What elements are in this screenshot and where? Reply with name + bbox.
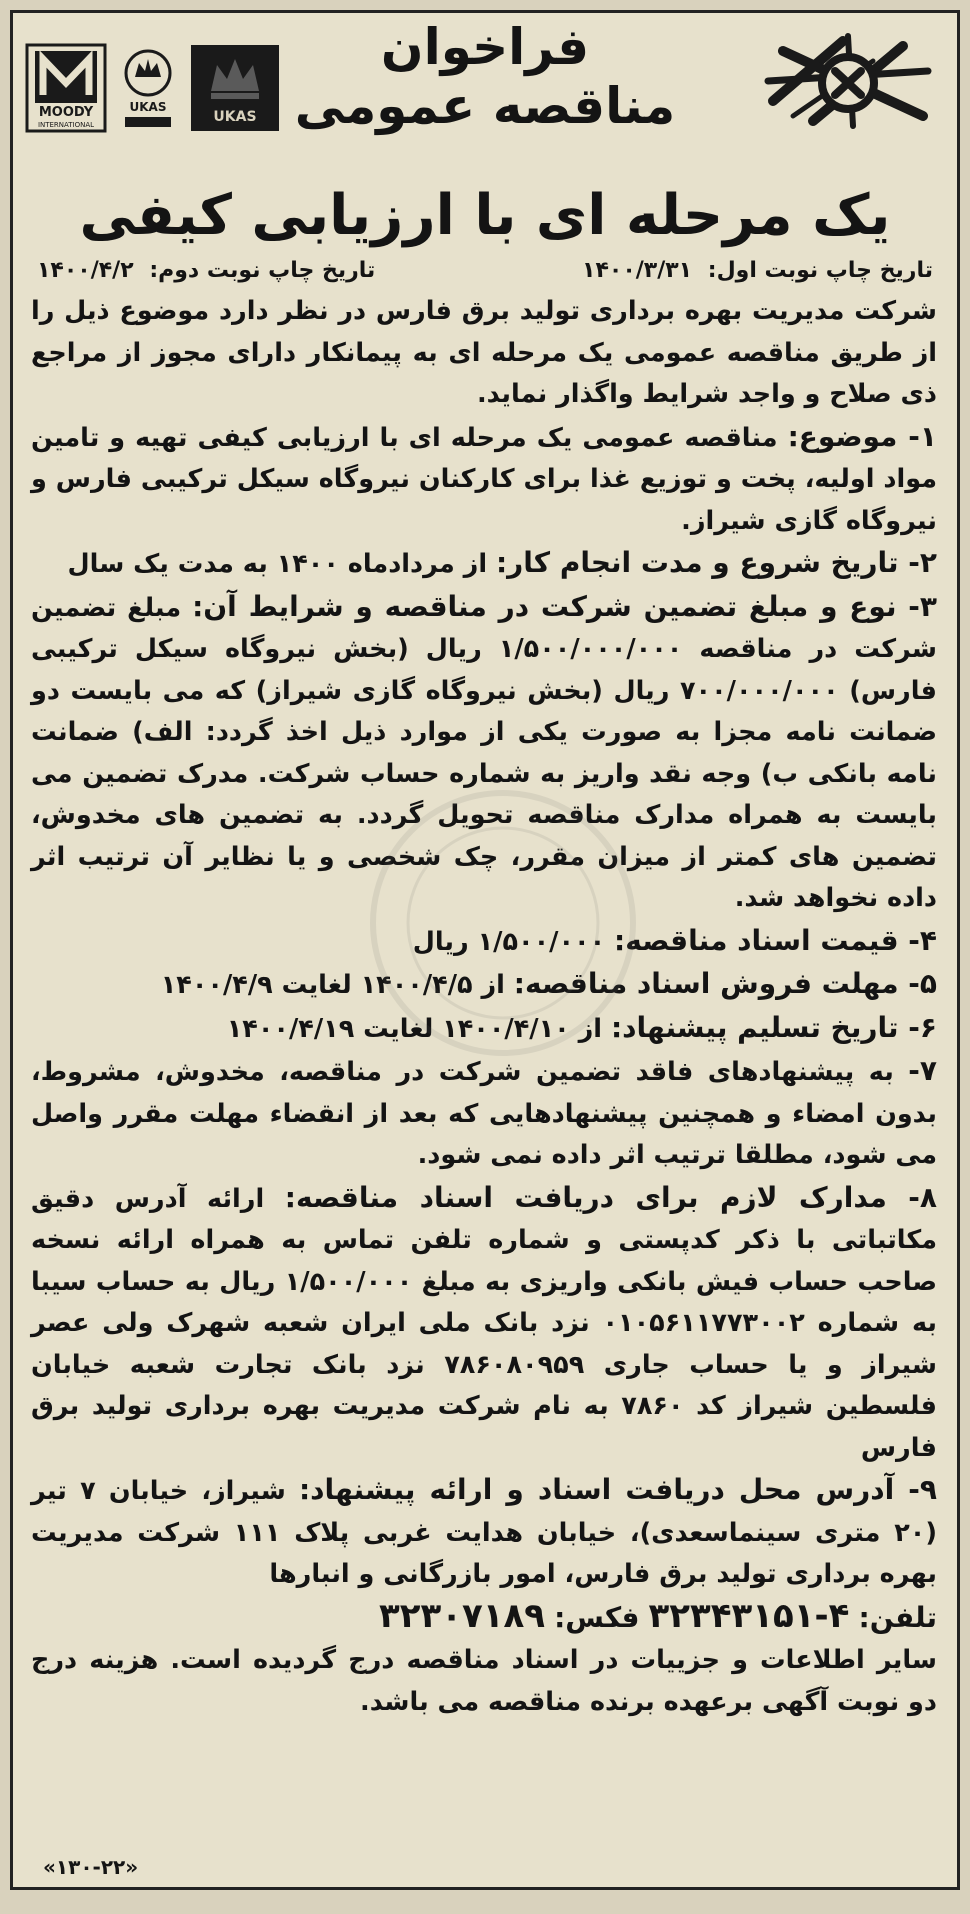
- notice-body: [31, 291, 937, 1723]
- moody-logo-icon: [25, 43, 107, 133]
- second-print-label: تاریخ چاپ نوبت دوم:: [149, 258, 376, 283]
- section-7-title: ۷-: [908, 1054, 937, 1087]
- print-dates: [33, 258, 937, 283]
- title-block: [243, 18, 727, 135]
- section-1: [31, 416, 937, 543]
- title-announcement: فراخوان: [380, 18, 590, 76]
- section-6: [31, 1007, 937, 1051]
- section-1-title: ۱- موضوع:: [787, 419, 937, 453]
- section-6-body: از ۱۴۰۰/۴/۱۰ لغایت ۱۴۰۰/۴/۱۹: [226, 1013, 611, 1044]
- section-4-body: ۱/۵۰۰/۰۰۰ ریال: [412, 926, 615, 957]
- closing-paragraph: سایر اطلاعات و جزییات در اسناد مناقصه درج گردیده است. هزینه درج دو نوبت آگهی برعهده برنده مناقصه می باشد.: [31, 1645, 937, 1717]
- section-6-title: ۶- تاریخ تسلیم پیشنهاد:: [610, 1010, 937, 1044]
- section-8: [31, 1177, 937, 1470]
- ukas-small-text: UKAS: [129, 100, 167, 114]
- fax-label: فکس:: [554, 1600, 640, 1634]
- section-7-body: به پیشنهادهای فاقد تضمین شرکت در مناقصه، مخدوش، مشروط، بدون امضاء و همچنین پیشنهادهایی که بعد از انقضاء مهلت مقرر واصل می شود، مطلقا ترتیب اثر داده نمی شود.: [31, 1057, 937, 1170]
- header: [13, 13, 957, 283]
- section-9: [31, 1469, 937, 1596]
- section-2-title: ۲- تاریخ شروع و مدت انجام کار:: [495, 546, 937, 579]
- section-8-body: ارائه آدرس دقیق مکاتباتی با ذکر کدپستی و شماره تلفن تماس به همراه ارائه نسخه صاحب حساب فیش بانکی واریزی به مبلغ ۱/۵۰۰/۰۰۰ ریال به حساب سیبا به شماره ۰۱۰۵۶۱۱۷۷۳۰۰۲ نزد بانک ملی ایران شعبه شهرک ولی عصر شیراز و یا حساب جاری ۷۸۶۰۸۰۹۵۹ نزد بانک تجارت شعبه خیابان فلسطین شیراز کد ۷۸۶۰ به نام شرکت مدیریت بهره برداری تولید برق فارس: [31, 1183, 938, 1463]
- second-print-date: [33, 258, 379, 283]
- moody-sub-text: INTERNATIONAL: [37, 121, 95, 129]
- ukas-big-text: UKAS: [213, 109, 257, 125]
- ukas-big-logo-icon: [189, 43, 281, 133]
- title-subtitle: یک مرحله ای با ارزیابی کیفی: [79, 183, 891, 248]
- footer-code: «۱۳۰-۲۲»: [43, 1855, 139, 1879]
- section-2: [31, 542, 937, 586]
- section-1-body: مناقصه عمومی یک مرحله ای با ارزیابی کیفی تهیه و تامین مواد اولیه، پخت و توزیع غذا برای کارکنان نیروگاه سیکل ترکیبی فارس و نیروگاه گازی شیراز.: [31, 422, 937, 536]
- section-3-body: مبلغ تضمین شرکت در مناقصه ۱/۵۰۰/۰۰۰/۰۰۰ ریال (بخش نیروگاه سیکل ترکیبی فارس) ۷۰۰/۰۰۰/۰۰۰ ریال (بخش نیروگاه گازی شیراز) که می بایست دو ضمانت نامه مجزا به صورت یکی از موارد ذیل اخذ گردد: الف) ضمانت نامه بانکی ب) وجه نقد واریز به شماره حساب شرکت. مدرک تضمین می بایست به همراه مدارک مناقصه تحویل گردد. به تضمین های مخدوش، تضمین های کمتر از میزان مقرر، چک شخصی و یا نظایر آن ترتیب اثر داده نخواهد شد.: [31, 592, 938, 913]
- title-public-tender: مناقصه عمومی: [294, 76, 676, 135]
- company-emblem-icon: [753, 31, 943, 131]
- second-print-value: ۱۴۰۰/۴/۲: [37, 258, 134, 283]
- section-3-title: ۳- نوع و مبلغ تضمین شرکت در مناقصه و شرایط آن:: [192, 589, 937, 623]
- phone-label: تلفن:: [858, 1600, 937, 1634]
- section-5-title: ۵- مهلت فروش اسناد مناقصه:: [513, 967, 937, 1000]
- section-4: [31, 920, 937, 964]
- moody-brand-text: MOODY: [38, 105, 94, 120]
- first-print-value: ۱۴۰۰/۳/۳۱: [582, 258, 693, 283]
- section-5-body: از ۱۴۰۰/۴/۵ لغایت ۱۴۰۰/۴/۹: [160, 970, 514, 1000]
- section-9-body: شیراز، خیابان ۷ تیر (۲۰ متری سینماسعدی)، خیابان هدایت غربی پلاک ۱۱۱ شرکت مدیریت بهره برداری تولید برق فارس، امور بازرگانی و انبارها: [31, 1476, 937, 1589]
- section-7: [31, 1050, 937, 1177]
- section-2-body: از مردادماه ۱۴۰۰ به مدت یک سال: [67, 549, 496, 579]
- phone-number: ۴-۳۲۳۴۳۱۵۱: [648, 1595, 850, 1636]
- first-print-label: تاریخ چاپ نوبت اول:: [707, 258, 933, 283]
- section-8-title: ۸- مدارک لازم برای دریافت اسناد مناقصه:: [284, 1180, 937, 1214]
- first-print-date: [578, 258, 937, 283]
- fax-number: ۳۲۳۰۷۱۸۹: [378, 1595, 545, 1636]
- tender-notice: [10, 10, 960, 1890]
- intro-paragraph: شرکت مدیریت بهره برداری تولید برق فارس در نظر دارد موضوع ذیل را از طریق مناقصه عمومی یک مرحله ای به پیمانکار دارای مجوز از مراجع ذی صلاح و واجد شرایط واگذار نماید.: [31, 296, 937, 409]
- certification-logos: [25, 43, 281, 133]
- ukas-small-logo-icon: [117, 43, 179, 133]
- section-4-title: ۴- قیمت اسناد مناقصه:: [614, 923, 937, 957]
- section-3: [31, 586, 937, 920]
- section-9-title: ۹- آدرس محل دریافت اسناد و ارائه پیشنهاد:: [298, 1473, 938, 1506]
- section-5: [31, 963, 937, 1007]
- phone-fax-line: [31, 1596, 937, 1641]
